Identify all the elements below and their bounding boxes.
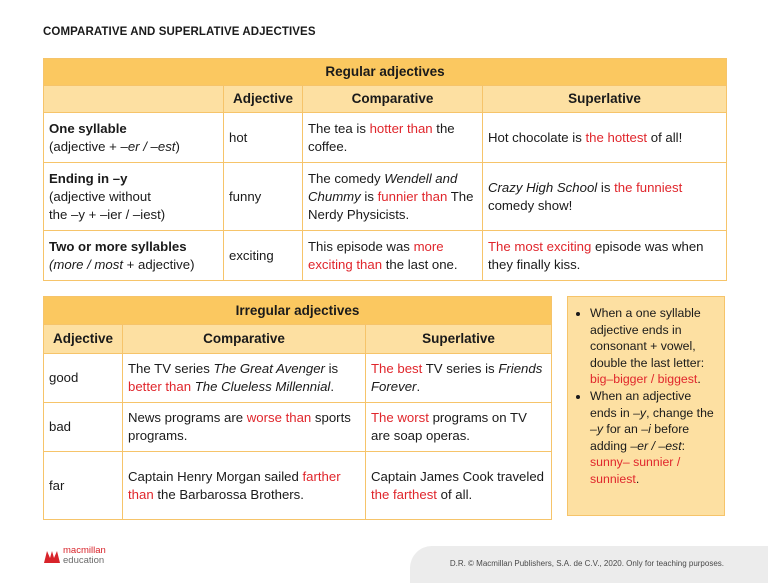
tip-text: : — [681, 438, 686, 453]
category-rule: (adjective without — [49, 188, 151, 204]
highlight-text: the hottest — [585, 129, 648, 145]
tip-text: before adding — [590, 422, 690, 453]
column-header: Superlative — [366, 325, 552, 354]
example-text: The TV series — [128, 361, 214, 376]
logo-line: macmillan — [63, 545, 106, 556]
macmillan-logo — [43, 545, 123, 571]
example-text: of all! — [647, 129, 683, 145]
highlight-text: hotter than — [369, 120, 433, 136]
comparative-cell — [303, 113, 483, 163]
adjective-cell: bad — [44, 403, 123, 452]
example-text: This episode was — [308, 238, 414, 254]
table-heading: Irregular adjectives — [44, 297, 552, 325]
highlight-text: worse than — [246, 410, 312, 425]
superlative-cell — [366, 452, 552, 520]
tip-text: –i — [641, 422, 651, 437]
highlight-text: The worst — [371, 410, 429, 425]
tip-text: , change the — [646, 405, 714, 420]
logo-text — [63, 546, 106, 566]
highlight-text: funnier than — [377, 188, 448, 204]
example-text: programs on TV are soap operas. — [371, 410, 527, 443]
column-header: Adjective — [224, 86, 303, 113]
category-cell — [44, 231, 224, 281]
highlight-text: The best — [371, 361, 423, 376]
tip-text: –er / –est — [630, 438, 682, 453]
example-text: TV series is — [422, 361, 499, 376]
table-row — [44, 354, 552, 403]
highlight-text: big–bigger / biggest — [590, 372, 698, 387]
tip-text: When a one syllable adjective ends in consonant + vowel, double the last letter: — [590, 306, 705, 370]
column-header: Comparative — [303, 86, 483, 113]
column-header: Comparative — [123, 325, 366, 354]
example-text: . — [416, 379, 421, 394]
category-rule: + adjective) — [123, 256, 195, 272]
superlative-cell — [483, 231, 727, 281]
column-header: Superlative — [483, 86, 727, 113]
example-text: Captain James Cook traveled — [371, 468, 544, 484]
example-text: News programs are — [128, 410, 247, 425]
superlative-cell — [366, 403, 552, 452]
example-text: comedy show! — [488, 197, 573, 213]
category-name: Ending in –y — [49, 170, 128, 186]
tip-text: –y — [633, 405, 647, 420]
example-text: The comedy — [308, 170, 385, 186]
category-rule: (adjective + — [49, 138, 121, 154]
table-row — [44, 231, 727, 281]
category-rule: (more / most — [49, 256, 124, 272]
tip-text: . — [697, 372, 701, 387]
highlight-text: The most exciting — [488, 238, 592, 254]
title-text: Friends Forever — [371, 361, 543, 394]
tip-text: for an — [603, 422, 642, 437]
highlight-text: sunny– sunnier / sunniest — [590, 455, 681, 486]
category-name: Two or more syllables — [49, 238, 187, 254]
highlight-text: the farthest — [371, 486, 437, 502]
title-text: Crazy High School — [488, 179, 598, 195]
category-rule: the –y + –ier / –iest) — [49, 206, 166, 222]
regular-adjectives-table — [43, 58, 727, 281]
example-text: the last one. — [382, 256, 458, 272]
category-name: One syllable — [49, 120, 127, 136]
tip-text: . — [635, 471, 640, 486]
comparative-cell — [123, 354, 366, 403]
adjective-cell: far — [44, 452, 123, 520]
comparative-cell — [303, 163, 483, 231]
example-text: Hot chocolate is — [488, 129, 586, 145]
category-rule: –er / –est — [120, 138, 176, 154]
table-heading: Regular adjectives — [44, 59, 727, 86]
header-blank — [44, 86, 224, 113]
superlative-cell — [483, 163, 727, 231]
tip-text: When an adjective ends in — [590, 388, 692, 420]
superlative-cell — [366, 354, 552, 403]
highlight-text: more exciting than — [308, 238, 444, 272]
adjective-cell: exciting — [224, 231, 303, 281]
example-text: the coffee. — [308, 120, 455, 154]
example-text: The Nerdy Physicists. — [308, 188, 474, 222]
adjective-cell: good — [44, 354, 123, 403]
highlight-text: better than — [128, 379, 192, 394]
example-text: episode was when they finally kiss. — [488, 238, 704, 272]
title-text: The Great Avenger — [213, 361, 325, 376]
tip-text: –y — [590, 422, 603, 437]
adjective-cell: funny — [224, 163, 303, 231]
table-row — [44, 452, 552, 520]
example-text: is — [597, 179, 615, 195]
category-cell — [44, 163, 224, 231]
adjective-cell: hot — [224, 113, 303, 163]
page-title: COMPARATIVE AND SUPERLATIVE ADJECTIVES — [43, 26, 316, 38]
comparative-cell — [123, 403, 366, 452]
category-cell — [44, 113, 224, 163]
comparative-cell — [123, 452, 366, 520]
title-text: Wendell and Chummy — [308, 170, 458, 204]
tip-item — [590, 388, 718, 488]
example-text: the Barbarossa Brothers. — [153, 486, 304, 502]
irregular-adjectives-table — [43, 296, 552, 520]
tip-item — [590, 305, 718, 388]
example-text: sports programs. — [128, 410, 351, 443]
logo-line: education — [63, 555, 105, 566]
comparative-cell — [303, 231, 483, 281]
spelling-tips-box — [567, 296, 725, 516]
column-header: Adjective — [44, 325, 123, 354]
example-text: is — [360, 188, 378, 204]
title-text: The Clueless Millennial — [194, 379, 331, 394]
tips-list — [574, 305, 718, 488]
macmillan-logo-icon — [43, 548, 61, 564]
example-text: of all. — [436, 486, 473, 502]
footer-bar — [410, 546, 768, 583]
table-row — [44, 163, 727, 231]
example-text: Captain Henry Morgan sailed — [128, 468, 303, 484]
highlight-text: the funniest — [614, 179, 683, 195]
example-text: . — [330, 379, 335, 394]
category-rule: ) — [175, 138, 180, 154]
table-row — [44, 113, 727, 163]
table-row — [44, 403, 552, 452]
example-text: The tea is — [308, 120, 370, 136]
example-text: is — [324, 361, 339, 376]
superlative-cell — [483, 113, 727, 163]
highlight-text: farther than — [128, 468, 341, 502]
copyright-text: D.R. © Macmillan Publishers, S.A. de C.V., 2020. Only for teaching purposes. — [449, 559, 724, 568]
